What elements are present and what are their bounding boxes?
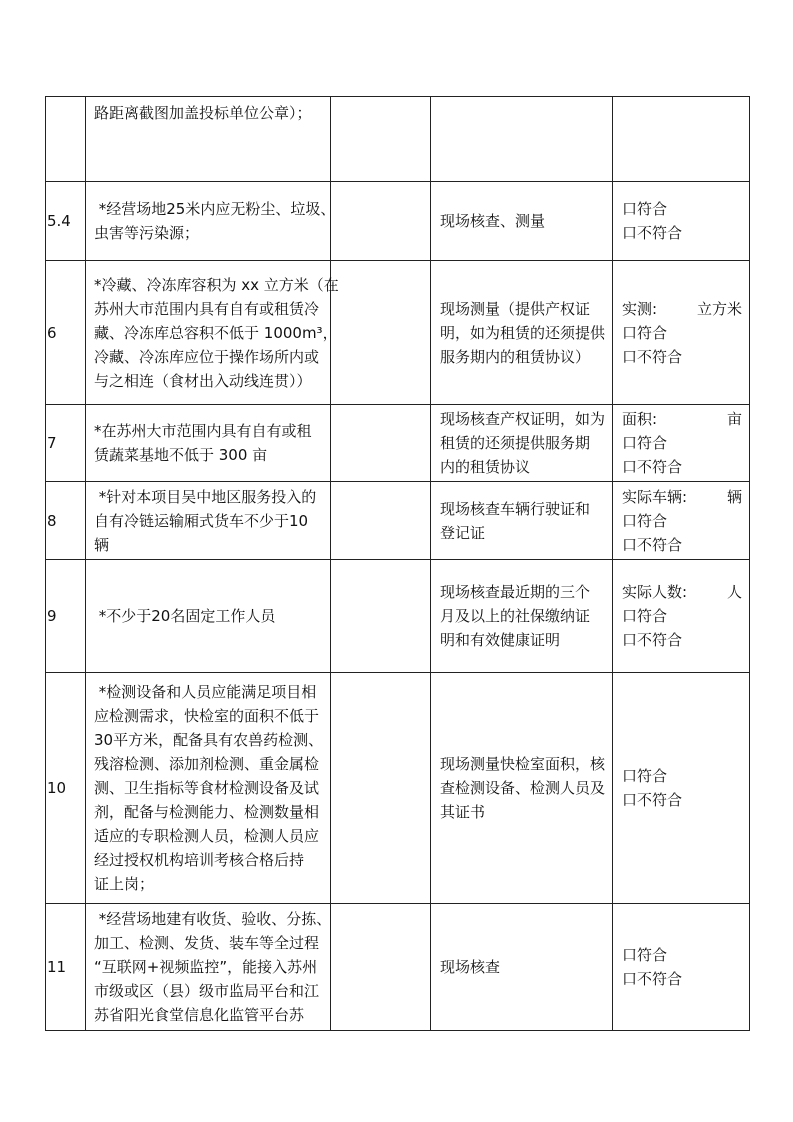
requirement-line: *检测设备和人员应能满足项目相 xyxy=(94,683,317,701)
table-row xyxy=(46,482,750,560)
blank-cell xyxy=(331,673,431,904)
table-row xyxy=(46,261,750,405)
method-line: 内的租赁协议 xyxy=(440,458,531,476)
blank-cell xyxy=(331,482,431,560)
result-cell xyxy=(613,261,750,405)
blank-cell xyxy=(331,904,431,1031)
requirement-line: 辆 xyxy=(94,535,110,554)
result-cell xyxy=(613,560,750,673)
requirement-line: 加工、检测、发货、装车等全过程 xyxy=(94,934,320,952)
item-number xyxy=(46,97,86,182)
conform-checkbox-label: 口符合 xyxy=(622,200,668,218)
requirement-line: 苏州大市范围内具有自有或租赁冷 xyxy=(94,299,320,318)
measured-value-line xyxy=(622,407,742,431)
requirement-cell xyxy=(86,405,331,482)
result-cell xyxy=(613,904,750,1031)
measured-unit: 辆 xyxy=(726,487,742,506)
nonconform-checkbox-label: 口不符合 xyxy=(622,535,683,554)
table-row xyxy=(46,182,750,261)
measured-value-line xyxy=(622,580,742,604)
requirement-line: 市级或区（县）级市监局平台和江 xyxy=(94,982,320,1000)
result-cell xyxy=(613,405,750,482)
method-line: 现场核查、测量 xyxy=(440,212,546,230)
item-number: 11 xyxy=(46,904,86,1031)
item-number: 7 xyxy=(46,405,86,482)
conform-checkbox-label: 口符合 xyxy=(622,434,668,452)
item-number: 9 xyxy=(46,560,86,673)
requirement-line: 适应的专职检测人员，检测人员应 xyxy=(94,827,320,845)
nonconform-checkbox-label: 口不符合 xyxy=(622,631,683,649)
method-line: 服务期内的租赁协议） xyxy=(440,347,591,366)
nonconform-checkbox-label: 口不符合 xyxy=(622,347,683,366)
measured-label: 实际人数: xyxy=(622,583,688,601)
requirement-cell xyxy=(86,673,331,904)
blank-cell xyxy=(331,560,431,673)
conform-checkbox-label: 口符合 xyxy=(622,767,668,785)
method-line: 明，如为租赁的还须提供 xyxy=(440,323,606,342)
method-cell xyxy=(431,405,613,482)
method-line: 现场测量（提供产权证 xyxy=(440,299,591,318)
item-number: 5.4 xyxy=(46,182,86,261)
table-row xyxy=(46,560,750,673)
blank-cell xyxy=(331,182,431,261)
result-cell xyxy=(613,182,750,261)
requirement-cell xyxy=(86,560,331,673)
requirement-line: *经营场地25米内应无粉尘、垃圾、 xyxy=(94,200,336,218)
method-cell xyxy=(431,182,613,261)
measured-unit: 人 xyxy=(726,583,742,601)
method-cell xyxy=(431,673,613,904)
nonconform-checkbox-label: 口不符合 xyxy=(622,970,683,988)
requirement-line: 苏省阳光食堂信息化监管平台苏 xyxy=(94,1006,305,1024)
measured-label: 实际车辆: xyxy=(622,487,688,506)
measured-unit: 亩 xyxy=(726,410,742,428)
method-line: 查检测设备、检测人员及 xyxy=(440,779,606,797)
requirement-cell xyxy=(86,97,331,182)
requirement-line: 剂，配备与检测能力、检测数量相 xyxy=(94,803,320,821)
table-row xyxy=(46,904,750,1031)
requirement-line: 与之相连（食材出入动线连贯）） xyxy=(94,371,312,390)
requirement-cell xyxy=(86,482,331,560)
requirement-line: 路距离截图加盖投标单位公章）； xyxy=(94,104,312,122)
measured-unit: 立方米 xyxy=(696,299,742,318)
requirement-line: 测、卫生指标等食材检测设备及试 xyxy=(94,779,320,797)
result-cell xyxy=(613,673,750,904)
requirement-line: 自有冷链运输厢式货车不少于10 xyxy=(94,511,309,530)
requirement-line: 30平方米，配备具有农兽药检测、 xyxy=(94,731,324,749)
blank-cell xyxy=(331,97,431,182)
method-line: 现场核查车辆行驶证和 xyxy=(440,499,591,518)
method-line: 现场核查产权证明，如为 xyxy=(440,410,606,428)
table-row xyxy=(46,673,750,904)
item-number: 8 xyxy=(46,482,86,560)
method-line: 明和有效健康证明 xyxy=(440,631,561,649)
blank-cell xyxy=(331,261,431,405)
nonconform-checkbox-label: 口不符合 xyxy=(622,458,683,476)
requirement-line: *在苏州大市范围内具有自有或租 xyxy=(94,422,312,440)
requirement-line: *不少于20名固定工作人员 xyxy=(94,607,276,625)
method-cell xyxy=(431,97,613,182)
measured-label: 面积: xyxy=(622,410,658,428)
requirement-line: *经营场地建有收货、验收、分拣、 xyxy=(94,910,332,928)
result-cell xyxy=(613,482,750,560)
requirement-line: *针对本项目吴中地区服务投入的 xyxy=(94,487,317,506)
inspection-table xyxy=(45,96,750,1031)
method-line: 月及以上的社保缴纳证 xyxy=(440,607,591,625)
measured-value-line xyxy=(622,485,742,509)
conform-checkbox-label: 口符合 xyxy=(622,323,668,342)
requirement-line: 虫害等污染源； xyxy=(94,224,200,242)
requirement-line: “互联网+视频监控”，能接入苏州 xyxy=(94,958,318,976)
requirement-line: 藏、冷冻库总容积不低于 1000m³， xyxy=(94,323,338,342)
method-cell xyxy=(431,560,613,673)
requirement-line: 赁蔬菜基地不低于 300 亩 xyxy=(94,446,268,464)
requirement-line: 经过授权机构培训考核合格后持 xyxy=(94,851,305,869)
measured-label: 实测: xyxy=(622,299,658,318)
method-line: 其证书 xyxy=(440,803,486,821)
method-line: 现场测量快检室面积，核 xyxy=(440,755,606,773)
nonconform-checkbox-label: 口不符合 xyxy=(622,791,683,809)
requirement-line: *冷藏、冷冻库容积为 xx 立方米（在 xyxy=(94,275,339,294)
method-cell xyxy=(431,482,613,560)
nonconform-checkbox-label: 口不符合 xyxy=(622,224,683,242)
item-number: 10 xyxy=(46,673,86,904)
conform-checkbox-label: 口符合 xyxy=(622,946,668,964)
result-cell xyxy=(613,97,750,182)
method-line: 登记证 xyxy=(440,523,486,542)
requirement-line: 残溶检测、添加剂检测、重金属检 xyxy=(94,755,320,773)
method-cell xyxy=(431,904,613,1031)
blank-cell xyxy=(331,405,431,482)
requirement-line: 冷藏、冷冻库应位于操作场所内或 xyxy=(94,347,320,366)
method-line: 租赁的还须提供服务期 xyxy=(440,434,591,452)
conform-checkbox-label: 口符合 xyxy=(622,607,668,625)
requirement-line: 证上岗； xyxy=(94,875,155,893)
method-line: 现场核查最近期的三个 xyxy=(440,583,591,601)
requirement-cell xyxy=(86,182,336,261)
conform-checkbox-label: 口符合 xyxy=(622,511,668,530)
requirement-cell xyxy=(86,261,339,405)
requirement-line: 应检测需求，快检室的面积不低于 xyxy=(94,707,320,725)
item-number: 6 xyxy=(46,261,86,405)
requirement-cell xyxy=(86,904,331,1031)
table-row xyxy=(46,405,750,482)
table-row xyxy=(46,97,750,182)
method-line: 现场核查 xyxy=(440,958,501,976)
method-cell xyxy=(431,261,613,405)
measured-value-line xyxy=(622,297,742,321)
